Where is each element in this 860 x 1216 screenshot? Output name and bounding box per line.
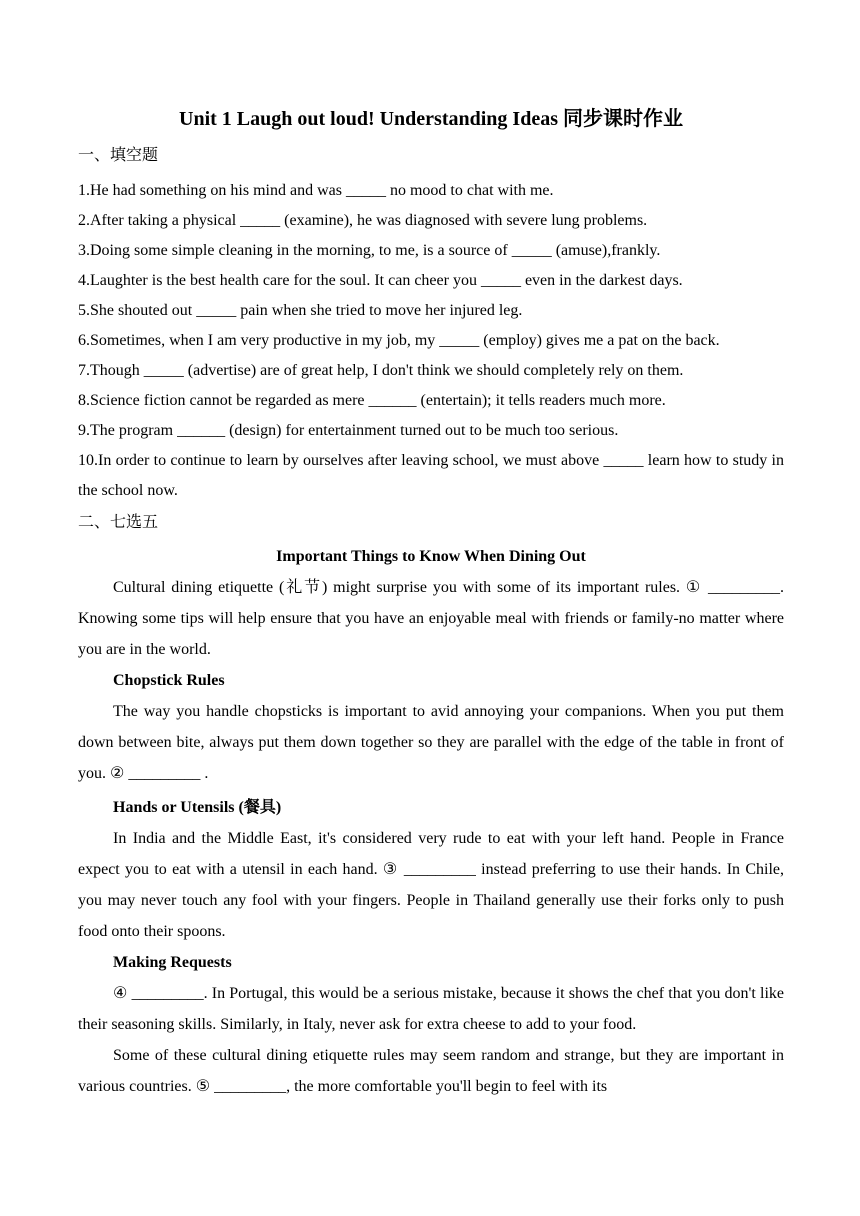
question-10: 10.In order to continue to learn by ourselves after leaving school, we must above _____ learn how to study in the school now. (78, 452, 784, 499)
question-9: 9.The program ______ (design) for entertainment turned out to be much too serious. (78, 422, 619, 439)
question-6: 6.Sometimes, when I am very productive in my job, my _____ (employ) gives me a pat on the back. (78, 332, 720, 349)
question-3: 3.Doing some simple cleaning in the morning, to me, is a source of _____ (amuse),frankly. (78, 242, 661, 259)
passage-paragraph-1: Cultural dining etiquette (礼节) might surprise you with some of its important rules. ① _________. Knowing some tips will help ensure that you have an enjoyable meal with friends or family-no matter where you are in the world. (78, 579, 784, 658)
passage-heading-hands-or-utensils: Hands or Utensils (餐具) (113, 799, 282, 816)
passage-heading-chopstick-rules: Chopstick Rules (113, 672, 225, 689)
section-heading-seven-choose-five: 二、七选五 (78, 514, 159, 531)
question-1: 1.He had something on his mind and was _____ no mood to chat with me. (78, 182, 554, 199)
passage-paragraph-2: The way you handle chopsticks is important to avid annoying your companions. When you put them down between bite, always put them down together so they are parallel with the edge of the table in front of you. ② _________ . (78, 703, 784, 782)
passage-paragraph-4: ④ _________. In Portugal, this would be a serious mistake, because it shows the chef that you don't like their seasoning skills. Similarly, in Italy, never ask for extra cheese to add to your food. (78, 985, 784, 1033)
worksheet-page (78, 106, 784, 1102)
question-7: 7.Though _____ (advertise) are of great help, I don't think we should completely rely on them. (78, 362, 684, 379)
passage-paragraph-3: In India and the Middle East, it's considered very rude to eat with your left hand. People in France expect you to eat with a utensil in each hand. ③ _________ instead preferring to use their hands. In Chile, you may never touch any fool with your fingers. People in Thailand generally use their forks only to push food onto their spoons. (78, 830, 784, 940)
question-5: 5.She shouted out _____ pain when she tried to move her injured leg. (78, 302, 523, 319)
question-8: 8.Science fiction cannot be regarded as mere ______ (entertain); it tells readers much more. (78, 392, 666, 409)
page-title: Unit 1 Laugh out loud! Understanding Ideas 同步课时作业 (179, 108, 683, 130)
passage-title: Important Things to Know When Dining Out (276, 548, 586, 565)
passage-heading-making-requests: Making Requests (113, 954, 232, 971)
section-heading-fill-blank: 一、填空题 (78, 147, 159, 164)
question-4: 4.Laughter is the best health care for the soul. It can cheer you _____ even in the darkest days. (78, 272, 683, 289)
passage-paragraph-5: Some of these cultural dining etiquette rules may seem random and strange, but they are important in various countries. ⑤ _________, the more comfortable you'll begin to feel with its (78, 1047, 784, 1095)
question-2: 2.After taking a physical _____ (examine), he was diagnosed with severe lung problems. (78, 212, 648, 229)
